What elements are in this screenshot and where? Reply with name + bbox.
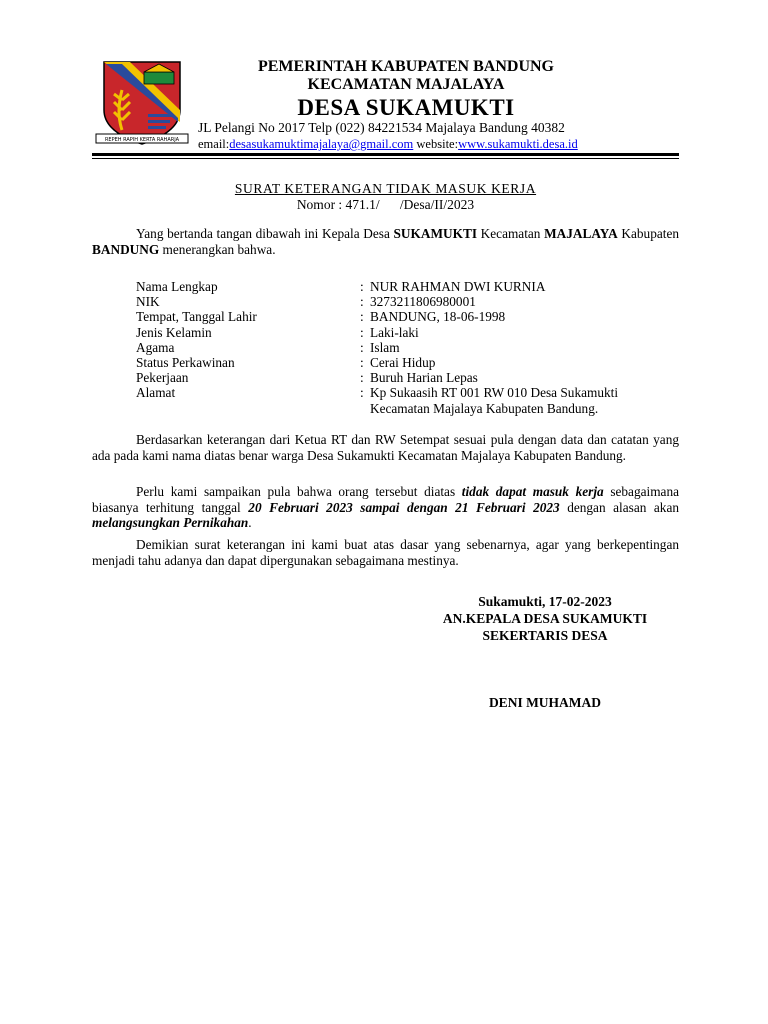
intro-paragraph: Yang bertanda tangan dibawah ini Kepala Desa SUKAMUKTI Kecamatan MAJALAYA Kabupaten BANDUNG menerangkan bahwa. [92, 226, 679, 257]
paragraph-closing: Demikian surat keterangan ini kami buat atas dasar yang sebenarnya, agar yang berkepentingan menjadi tahu adanya dan dapat dipergunakan sebagaimana mestinya. [92, 537, 679, 568]
letter-heading: SURAT KETERANGAN TIDAK MASUK KERJA [234, 181, 537, 196]
signature-position: SEKERTARIS DESA [482, 628, 608, 643]
identity-row: Tempat, Tanggal Lahir : BANDUNG, 18-06-1998 [136, 309, 506, 325]
identity-row: Nama Lengkap : NUR RAHMAN DWI KURNIA [136, 279, 546, 294]
website-label: website: [413, 137, 459, 151]
letter-title [92, 181, 679, 213]
identity-row: Agama : Islam [136, 339, 400, 355]
letterhead [196, 58, 616, 122]
identity-table [136, 279, 690, 416]
email-link[interactable]: desasukamuktimajalaya@gmail.com [229, 137, 414, 151]
letterhead-rule-thin [92, 158, 679, 159]
logo-motto: REPEH RAPIH KERTA RAHARJA [104, 137, 180, 143]
identity-row-continued: Kecamatan Majalaya Kabupaten Bandung. [370, 400, 599, 416]
signatory-name: DENI MUHAMAD [488, 695, 602, 710]
letterhead-rule-thick [92, 153, 679, 156]
signature-place-date: Sukamukti, 17-02-2023 [478, 594, 612, 609]
government-name: PEMERINTAH KABUPATEN BANDUNG [257, 58, 554, 75]
paragraph-absence: Perlu kami sampaikan pula bahwa orang tersebut diatas tidak dapat masuk kerja sebagaimana biasanya terhitung tanggal 20 Februari 2023 sampai dengan 21 Februari 2023 dengan alasan akan melangsungkan Pernikahan. [92, 484, 680, 530]
regency-emblem-icon [92, 60, 192, 152]
identity-row: Alamat : Kp Sukaasih RT 001 RW 010 Desa Sukamukti [136, 385, 619, 401]
district-name: KECAMATAN MAJALAYA [307, 76, 505, 93]
identity-row: Jenis Kelamin : Laki-laki [136, 324, 419, 340]
village-name: DESA SUKAMUKTI [297, 95, 515, 120]
paragraph-basis: Berdasarkan keterangan dari Ketua RT dan RW Setempat sesuai pula dengan data dan catatan yang ada pada kami nama diatas benar warga Desa Sukamukti Kecamatan Majalaya Kabupaten Bandung. [92, 432, 679, 463]
identity-row: Status Perkawinan : Cerai Hidup [136, 355, 436, 371]
identity-row: NIK : 3273211806980001 [136, 294, 476, 310]
website-link[interactable]: www.sukamukti.desa.id [458, 137, 578, 151]
letter-number: Nomor : 471.1/ /Desa/II/2023 [296, 197, 475, 212]
email-label: email: [198, 137, 230, 151]
office-address: JL Pelangi No 2017 Telp (022) 84221534 Majalaya Bandung 40382 [198, 120, 565, 135]
contact-line [198, 137, 578, 152]
signature-role: AN.KEPALA DESA SUKAMUKTI [442, 611, 648, 626]
identity-row: Pekerjaan : Buruh Harian Lepas [136, 370, 478, 386]
